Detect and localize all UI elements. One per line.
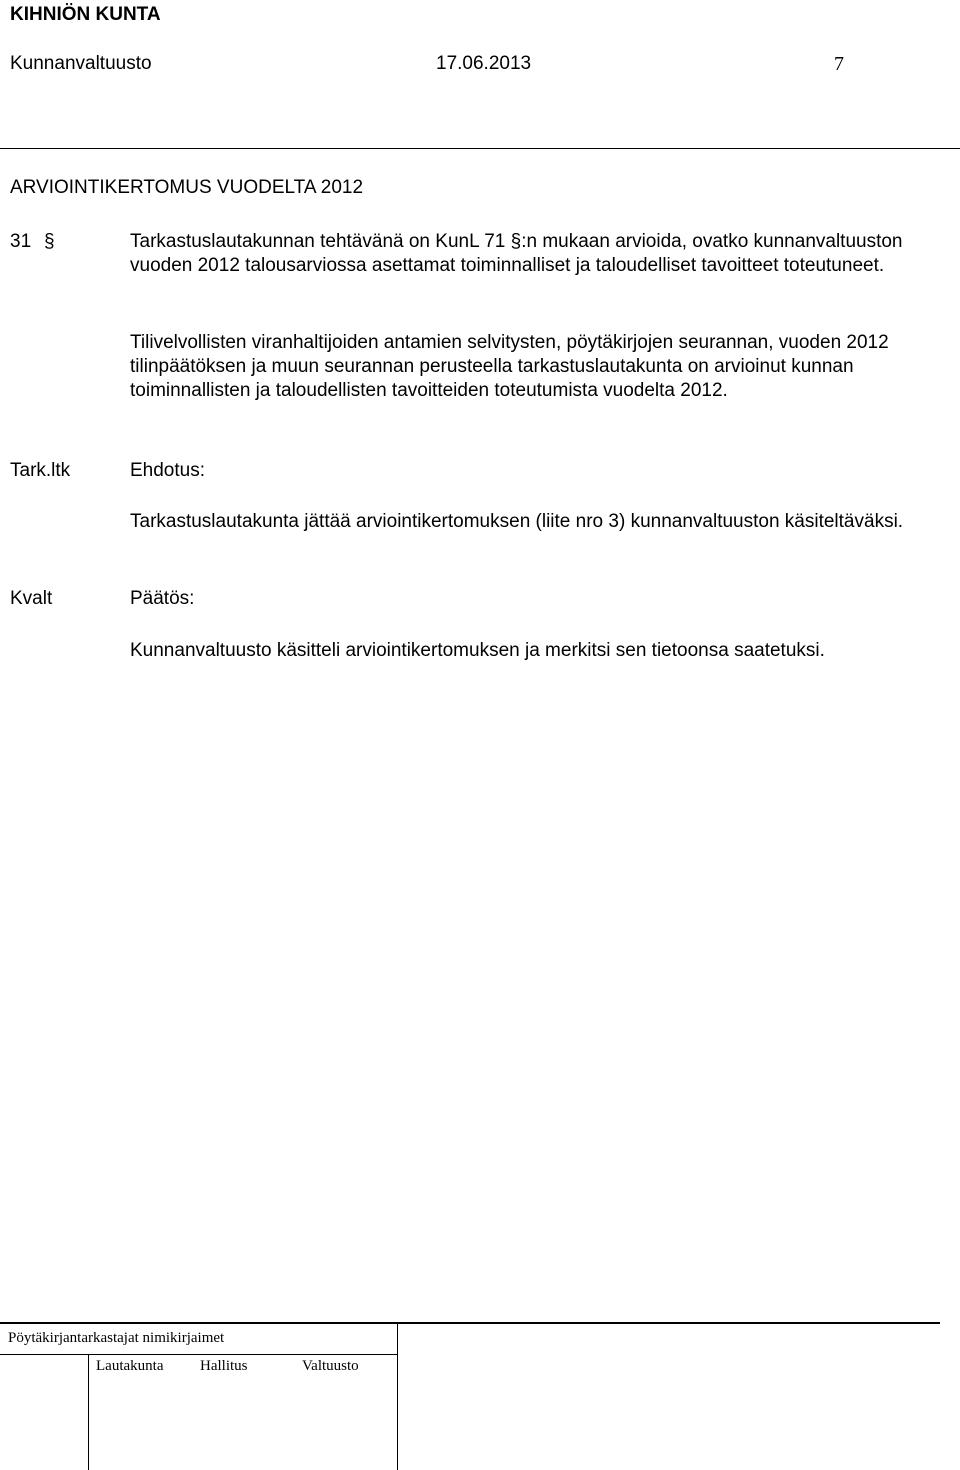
decision-body-label: Kvalt	[10, 588, 53, 609]
section-body-paragraph: Tilivelvollisten viranhaltijoiden antamien selvitysten, pöytäkirjojen seurannan, vuoden 2012 tilinpäätöksen ja muun seurannan perusteella tarkastuslautakunta on arvioinut kunnan toiminnallisten ja taloudellisten tavoitteiden toteutumista vuodelta 2012.	[130, 332, 889, 401]
meeting-date: 17.06.2013	[436, 53, 532, 74]
proposal-body-label: Tark.ltk	[10, 460, 71, 481]
initials-title: Pöytäkirjantarkastajat nimikirjaimet	[8, 1330, 225, 1346]
section-intro-paragraph: Tarkastuslautakunnan tehtävänä on KunL 71 §:n mukaan arvioida, ovatko kunnanvaltuuston vuoden 2012 talousarviossa asettamat toiminnalliset ja taloudelliset tavoitteet toteutuneet.	[130, 231, 903, 276]
initials-column-hallitus: Hallitus	[200, 1358, 248, 1374]
section-heading: ARVIOINTIKERTOMUS VUODELTA 2012	[10, 177, 364, 198]
organization-name: KIHNIÖN KUNTA	[10, 4, 161, 25]
section-number: 31	[10, 231, 32, 252]
initials-column-divider	[88, 1355, 89, 1470]
meeting-body: Kunnanvaltuusto	[10, 53, 152, 74]
decision-heading: Päätös:	[130, 588, 195, 609]
proposal-heading: Ehdotus:	[130, 460, 205, 481]
initials-divider	[0, 1354, 397, 1355]
header-divider	[0, 148, 960, 149]
decision-text: Kunnanvaltuusto käsitteli arviointikertomuksen ja merkitsi sen tietoonsa saatetuksi.	[130, 640, 825, 661]
initials-column-lautakunta: Lautakunta	[96, 1358, 164, 1374]
page-number: 7	[834, 53, 844, 75]
proposal-text: Tarkastuslautakunta jättää arviointikertomuksen (liite nro 3) kunnanvaltuuston käsiteltäväksi.	[130, 511, 904, 532]
initials-box	[0, 1324, 398, 1470]
signature-footer	[0, 1318, 960, 1470]
section-symbol: §	[44, 231, 55, 252]
initials-column-valtuusto: Valtuusto	[302, 1358, 359, 1374]
